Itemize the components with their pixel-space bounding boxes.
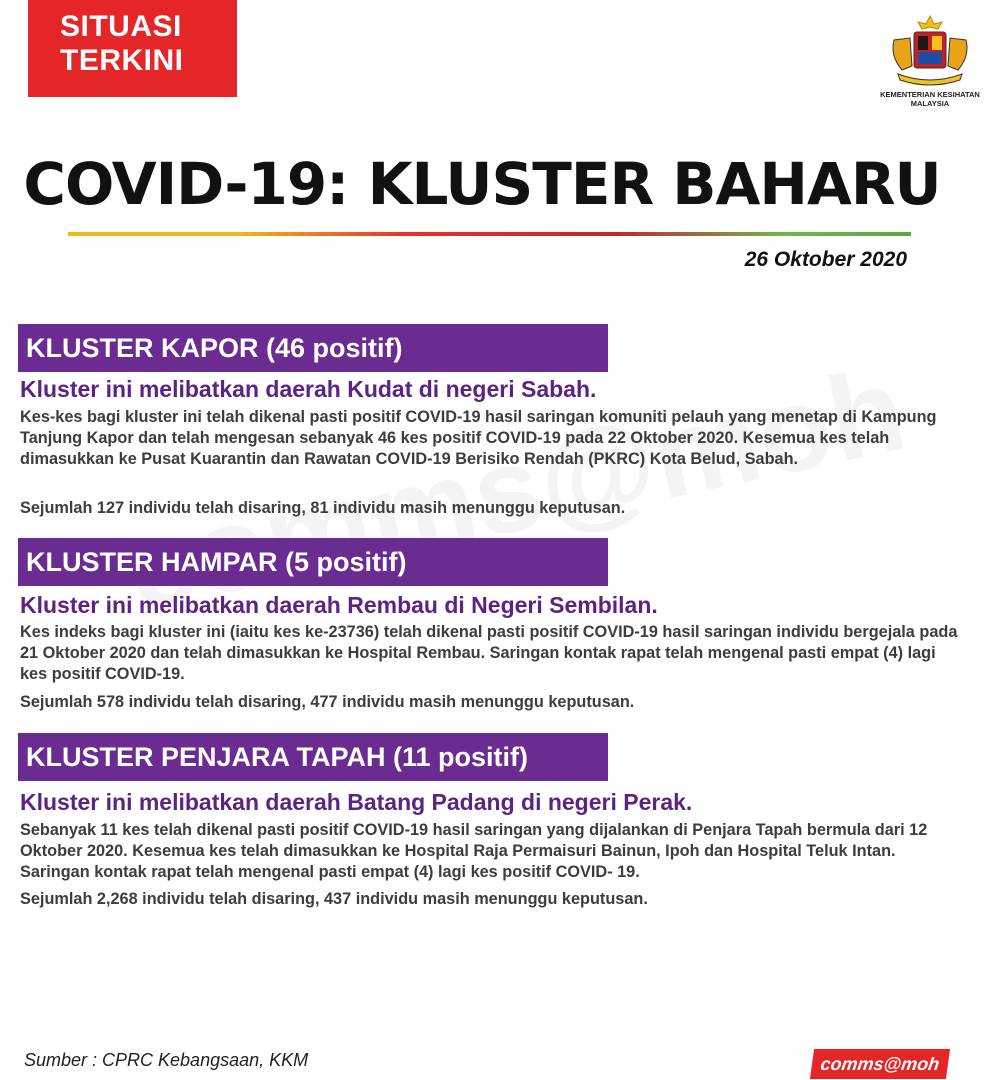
cluster-hampar-body: Kes indeks bagi kluster ini (iaitu kes ke-23736) telah dikenal pasti positif COVID-19 hasil saringan individu bergejala pada 21 Oktober 2020 dan telah dimasukkan ke Hospital Rembau. Saringan kontak rapat telah mengenal pasti empat (4) lagi kes positif COVID-19. <box>20 623 958 683</box>
crest-caption: KEMENTERIAN KESIHATAN MALAYSIA <box>880 90 980 108</box>
title-divider <box>68 232 911 236</box>
comms-moh-tag: comms@moh <box>810 1049 950 1079</box>
cluster-penjara-tapah-body: Sebanyak 11 kes telah dikenal pasti positif COVID-19 hasil saringan yang dijalankan di Penjara Tapah bermula dari 12 Oktober 2020. Kesemua kes telah dimasukkan ke Hospital Raja Permaisuri Bainun, Ipoh dan Hospital Teluk Intan. Saringan kontak rapat telah mengenal pasti empat (4) lagi kes positif COVID- 19. <box>20 821 928 881</box>
situasi-terkini-badge <box>28 0 237 97</box>
cluster-penjara-tapah-subtitle: Kluster ini melibatkan daerah Batang Padang di negeri Perak. <box>20 789 693 815</box>
badge-line-2: TERKINI <box>60 44 184 77</box>
cluster-kapor-heading: KLUSTER KAPOR (46 positif) <box>18 324 608 372</box>
cluster-hampar-subtitle: Kluster ini melibatkan daerah Rembau di Negeri Sembilan. <box>20 592 658 618</box>
coat-of-arms-icon <box>884 12 976 90</box>
page-title: COVID-19: KLUSTER BAHARU <box>23 150 941 218</box>
cluster-kapor-stat: Sejumlah 127 individu telah disaring, 81 individu masih menunggu keputusan. <box>20 499 626 517</box>
cluster-kapor-body: Kes-kes bagi kluster ini telah dikenal pasti positif COVID-19 hasil saringan komuniti pelauh yang menetap di Kampung Tanjung Kapor dan telah mengesan sebanyak 46 kes positif COVID-19 pada 22 Oktober 2020. Kesemua kes telah dimasukkan ke Pusat Kuarantin dan Rawatan COVID-19 Berisiko Rendah (PKRC) Kota Belud, Sabah. <box>20 408 937 468</box>
source-note: Sumber : CPRC Kebangsaan, KKM <box>24 1050 309 1070</box>
cluster-hampar-stat: Sejumlah 578 individu telah disaring, 477 individu masih menunggu keputusan. <box>20 693 635 711</box>
cluster-penjara-tapah-stat: Sejumlah 2,268 individu telah disaring, 437 individu masih menunggu keputusan. <box>20 890 648 908</box>
cluster-kapor-subtitle: Kluster ini melibatkan daerah Kudat di negeri Sabah. <box>20 376 597 402</box>
date-label: 26 Oktober 2020 <box>744 248 907 271</box>
badge-line-1: SITUASI <box>60 10 182 43</box>
cluster-hampar-heading: KLUSTER HAMPAR (5 positif) <box>18 538 608 586</box>
ministry-crest <box>880 12 980 112</box>
cluster-penjara-tapah-heading: KLUSTER PENJARA TAPAH (11 positif) <box>18 733 608 781</box>
